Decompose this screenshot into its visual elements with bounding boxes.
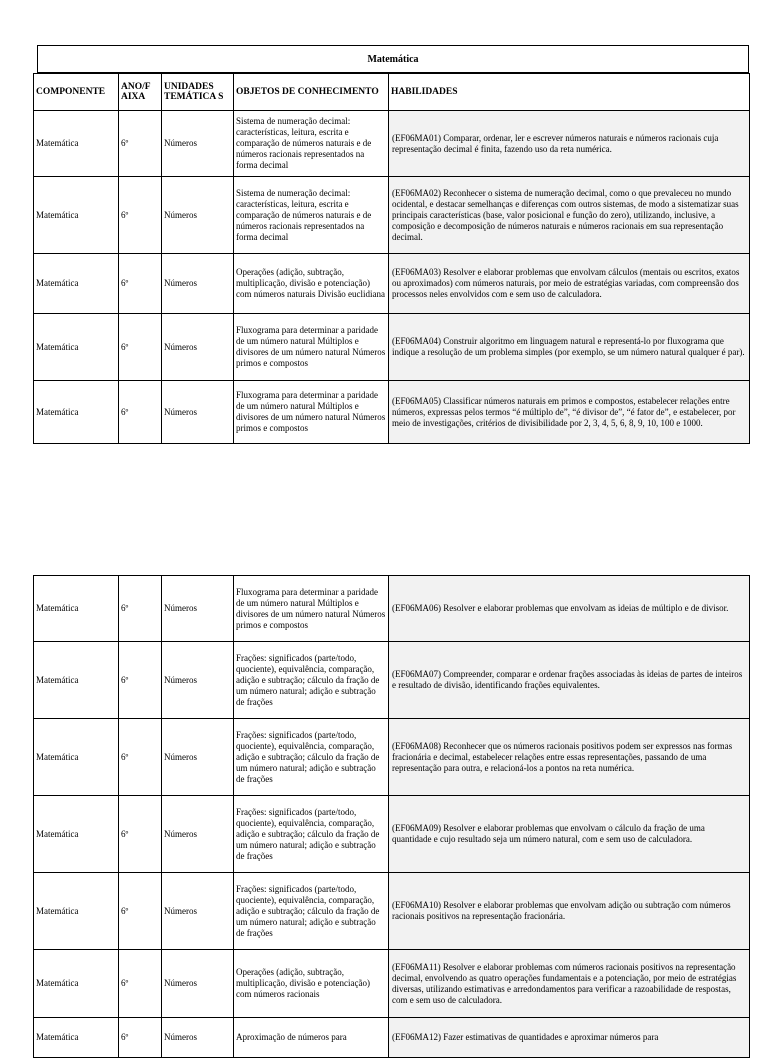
cell-componente: Matemática — [34, 873, 119, 950]
cell-ano: 6º — [119, 796, 162, 873]
document-title: Matemática — [37, 45, 749, 73]
cell-ano: 6º — [119, 381, 162, 444]
cell-objetos-de-conhecimento: Frações: significados (parte/todo, quociente), equivalência, comparação, adição e subtração; cálculo da fração de um número natural; adição e subtração de frações — [234, 796, 389, 873]
cell-objetos-de-conhecimento: Sistema de numeração decimal: características, leitura, escrita e comparação de números naturais e de números racionais representados na forma decimal — [234, 111, 389, 177]
cell-objetos-de-conhecimento: Operações (adição, subtração, multiplicação, divisão e potenciação) com números racionais — [234, 950, 389, 1018]
cell-habilidade: (EF06MA07) Compreender, comparar e ordenar frações associadas às ideias de partes de inteiros e resultado de divisão, identificando frações equivalentes. — [389, 642, 750, 719]
cell-unidade-tematica: Números — [162, 254, 234, 314]
header-ano-faixa: ANO/F AIXA — [119, 74, 162, 111]
skills-table-section-1 — [33, 73, 750, 444]
cell-componente: Matemática — [34, 642, 119, 719]
cell-ano: 6º — [119, 873, 162, 950]
cell-objetos-de-conhecimento: Frações: significados (parte/todo, quociente), equivalência, comparação, adição e subtração; cálculo da fração de um número natural; adição e subtração de frações — [234, 642, 389, 719]
cell-componente: Matemática — [34, 381, 119, 444]
cell-unidade-tematica: Números — [162, 177, 234, 254]
cell-componente: Matemática — [34, 576, 119, 642]
table-row — [34, 873, 750, 950]
table-row — [34, 381, 750, 444]
cell-habilidade: (EF06MA03) Resolver e elaborar problemas que envolvam cálculos (mentais ou escritos, exatos ou aproximados) com números naturais, por meio de estratégias variadas, com compreensão dos processos neles envolvidos com e sem uso de calculadora. — [389, 254, 750, 314]
cell-unidade-tematica: Números — [162, 314, 234, 381]
cell-habilidade: (EF06MA09) Resolver e elaborar problemas que envolvam o cálculo da fração de uma quantidade e cujo resultado seja um número natural, com e sem uso de calculadora. — [389, 796, 750, 873]
cell-objetos-de-conhecimento: Sistema de numeração decimal: características, leitura, escrita e comparação de números naturais e de números racionais representados na forma decimal — [234, 177, 389, 254]
table-row — [34, 642, 750, 719]
cell-habilidade: (EF06MA12) Fazer estimativas de quantidades e aproximar números para — [389, 1018, 750, 1058]
cell-unidade-tematica: Números — [162, 576, 234, 642]
cell-ano: 6º — [119, 254, 162, 314]
skills-table-section-2 — [33, 575, 750, 1058]
cell-componente: Matemática — [34, 111, 119, 177]
cell-ano: 6º — [119, 950, 162, 1018]
cell-ano: 6º — [119, 111, 162, 177]
cell-objetos-de-conhecimento: Fluxograma para determinar a paridade de um número natural Múltiplos e divisores de um número natural Números primos e compostos — [234, 576, 389, 642]
cell-habilidade: (EF06MA05) Classificar números naturais em primos e compostos, estabelecer relações entre números, expressas pelos termos “é múltiplo de”, “é divisor de”, “é fator de”, e estabelecer, por meio de investigações, critérios de divisibilidade por 2, 3, 4, 5, 6, 8, 9, 10, 100 e 1000. — [389, 381, 750, 444]
table-row — [34, 254, 750, 314]
cell-componente: Matemática — [34, 314, 119, 381]
cell-unidade-tematica: Números — [162, 111, 234, 177]
table-row — [34, 177, 750, 254]
cell-unidade-tematica: Números — [162, 950, 234, 1018]
header-componente: COMPONENTE — [34, 74, 119, 111]
cell-componente: Matemática — [34, 254, 119, 314]
cell-objetos-de-conhecimento: Aproximação de números para — [234, 1018, 389, 1058]
cell-unidade-tematica: Números — [162, 719, 234, 796]
cell-unidade-tematica: Números — [162, 642, 234, 719]
cell-ano: 6º — [119, 177, 162, 254]
header-objetos-de-conhecimento: OBJETOS DE CONHECIMENTO — [234, 74, 389, 111]
cell-objetos-de-conhecimento: Frações: significados (parte/todo, quociente), equivalência, comparação, adição e subtração; cálculo da fração de um número natural; adição e subtração de frações — [234, 719, 389, 796]
cell-unidade-tematica: Números — [162, 1018, 234, 1058]
cell-ano: 6º — [119, 719, 162, 796]
header-habilidades: HABILIDADES — [389, 74, 750, 111]
table-row — [34, 111, 750, 177]
table-row — [34, 576, 750, 642]
cell-objetos-de-conhecimento: Fluxograma para determinar a paridade de um número natural Múltiplos e divisores de um número natural Números primos e compostos — [234, 381, 389, 444]
cell-habilidade: (EF06MA01) Comparar, ordenar, ler e escrever números naturais e números racionais cuja representação decimal é finita, fazendo uso da reta numérica. — [389, 111, 750, 177]
cell-componente: Matemática — [34, 177, 119, 254]
table-row — [34, 950, 750, 1018]
cell-habilidade: (EF06MA04) Construir algoritmo em linguagem natural e representá-lo por fluxograma que indique a resolução de um problema simples (por exemplo, se um número natural qualquer é par). — [389, 314, 750, 381]
cell-componente: Matemática — [34, 796, 119, 873]
table-header-row — [34, 74, 750, 111]
cell-habilidade: (EF06MA08) Reconhecer que os números racionais positivos podem ser expressos nas formas fracionária e decimal, estabelecer relações entre essas representações, passando de uma representação para outra, e relacioná-los a pontos na reta numérica. — [389, 719, 750, 796]
cell-ano: 6º — [119, 576, 162, 642]
table-row — [34, 796, 750, 873]
cell-habilidade: (EF06MA02) Reconhecer o sistema de numeração decimal, como o que prevaleceu no mundo ocidental, e destacar semelhanças e diferenças com outros sistemas, de modo a sistematizar suas principais características (base, valor posicional e função do zero), utilizando, inclusive, a composição e decomposição de números naturais e números racionais em sua representação decimal. — [389, 177, 750, 254]
cell-habilidade: (EF06MA06) Resolver e elaborar problemas que envolvam as ideias de múltiplo e de divisor. — [389, 576, 750, 642]
cell-ano: 6º — [119, 642, 162, 719]
cell-ano: 6º — [119, 314, 162, 381]
table-row — [34, 719, 750, 796]
cell-objetos-de-conhecimento: Frações: significados (parte/todo, quociente), equivalência, comparação, adição e subtração; cálculo da fração de um número natural; adição e subtração de frações — [234, 873, 389, 950]
cell-objetos-de-conhecimento: Operações (adição, subtração, multiplicação, divisão e potenciação) com números naturais Divisão euclidiana — [234, 254, 389, 314]
cell-unidade-tematica: Números — [162, 873, 234, 950]
cell-componente: Matemática — [34, 950, 119, 1018]
cell-habilidade: (EF06MA11) Resolver e elaborar problemas com números racionais positivos na representação decimal, envolvendo as quatro operações fundamentais e a potenciação, por meio de estratégias diversas, utilizando estimativas e arredondamentos para verificar a razoabilidade de respostas, com e sem uso de calculadora. — [389, 950, 750, 1018]
cell-componente: Matemática — [34, 1018, 119, 1058]
cell-componente: Matemática — [34, 719, 119, 796]
cell-objetos-de-conhecimento: Fluxograma para determinar a paridade de um número natural Múltiplos e divisores de um número natural Números primos e compostos — [234, 314, 389, 381]
cell-ano: 6º — [119, 1018, 162, 1058]
header-unidades-tematicas: UNIDADES TEMÁTICA S — [162, 74, 234, 111]
table-row — [34, 314, 750, 381]
cell-unidade-tematica: Números — [162, 796, 234, 873]
cell-habilidade: (EF06MA10) Resolver e elaborar problemas que envolvam adição ou subtração com números racionais positivos na representação fracionária. — [389, 873, 750, 950]
cell-unidade-tematica: Números — [162, 381, 234, 444]
